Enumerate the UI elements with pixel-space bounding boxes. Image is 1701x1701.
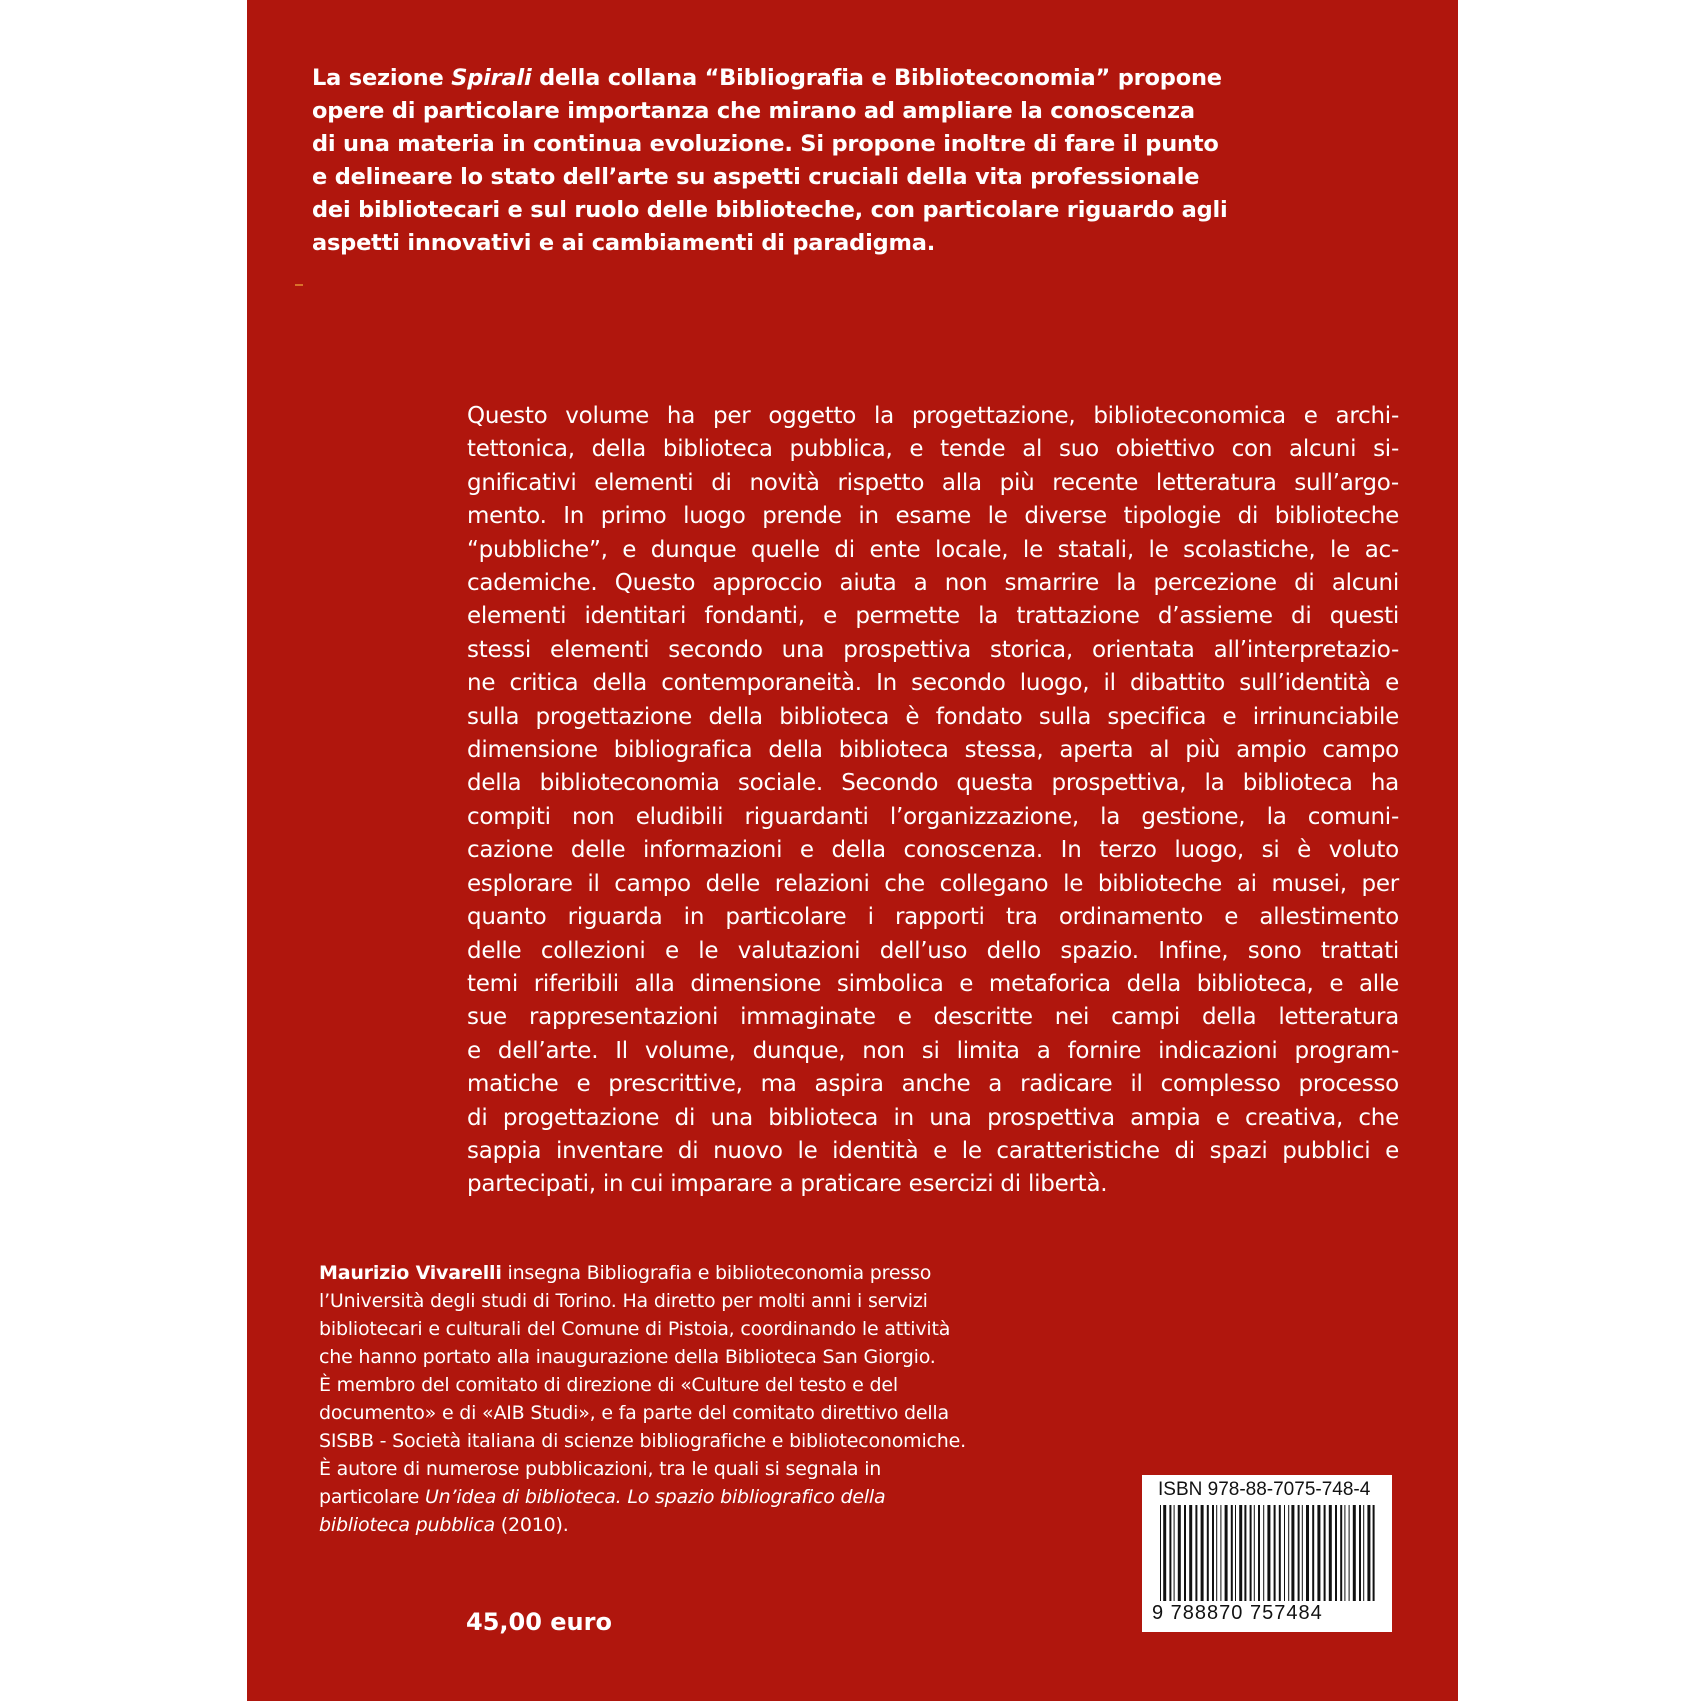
barcode-bar	[1235, 1505, 1236, 1601]
description-line: e dell’arte. Il volume, dunque, non si limita a fornire indicazioni program-	[467, 1037, 1399, 1064]
back-cover	[247, 0, 1458, 1701]
barcode-bar	[1291, 1505, 1294, 1601]
blurb-line: di una materia in continua evoluzione. Si propone inoltre di fare il punto	[312, 131, 1219, 157]
description-line: sue rappresentazioni immaginate e descritte nei campi della letteratura	[467, 1004, 1399, 1031]
description-line: sulla progettazione della biblioteca è fondato sulla specifica e irrinunciabile	[467, 703, 1399, 730]
barcode-bars-icon	[1156, 1505, 1378, 1605]
bio-line: particolare Un’idea di biblioteca. Lo spazio bibliografico della	[319, 1486, 886, 1508]
barcode-bar	[1174, 1505, 1175, 1601]
barcode-bar	[1340, 1505, 1342, 1601]
book-description	[467, 400, 1399, 1202]
author-bio	[319, 1259, 1039, 1539]
barcode-bar	[1169, 1505, 1171, 1601]
barcode-bar	[1195, 1505, 1197, 1601]
barcode-bar	[1324, 1505, 1326, 1601]
barcode-bar	[1359, 1505, 1361, 1601]
blurb-line: opere di particolare importanza che mirano ad ampliare la conoscenza	[312, 98, 1195, 124]
description-line: matiche e prescrittive, ma aspira anche a radicare il complesso processo	[467, 1071, 1399, 1098]
barcode-bar	[1201, 1505, 1204, 1601]
barcode-bar	[1367, 1505, 1370, 1601]
barcode-bar	[1189, 1505, 1192, 1601]
barcode-bar	[1263, 1505, 1264, 1601]
barcode-bar	[1267, 1505, 1270, 1601]
blurb-line: dei bibliotecari e sul ruolo delle biblioteche, con particolare riguardo agli	[312, 197, 1228, 223]
blurb-line: aspetti innovativi e ai cambiamenti di paradigma.	[312, 230, 936, 256]
description-line: cazione delle informazioni e della conoscenza. In terzo luogo, si è voluto	[467, 837, 1399, 864]
description-line: stessi elementi secondo una prospettiva storica, orientata all’interpretazio-	[467, 636, 1399, 663]
isbn-label: ISBN 978-88-7075-748-4	[1158, 1479, 1371, 1500]
barcode-bar	[1317, 1505, 1320, 1601]
bio-line: che hanno portato alla inaugurazione della Biblioteca San Giorgio.	[319, 1346, 936, 1368]
series-blurb	[312, 62, 1292, 260]
description-line: partecipati, in cui imparare a praticare esercizi di libertà.	[467, 1171, 1108, 1198]
blurb-line: e delineare lo stato dell’arte su aspetti cruciali della vita professionale	[312, 164, 1200, 190]
barcode-bar	[1373, 1505, 1375, 1601]
barcode-bar	[1160, 1505, 1161, 1601]
bio-line: È membro del comitato di direzione di «Culture del testo e del	[319, 1374, 898, 1396]
bio-line: Maurizio Vivarelli insegna Bibliografia e biblioteconomia presso	[319, 1262, 932, 1284]
description-line: quanto riguarda in particolare i rapporti tra ordinamento e allestimento	[467, 904, 1399, 931]
description-line: sappia inventare di nuovo le identità e le caratteristiche di spazi pubblici e	[467, 1137, 1399, 1164]
barcode-bar	[1335, 1505, 1337, 1601]
barcode-bar	[1244, 1505, 1246, 1601]
barcode-bar	[1258, 1505, 1260, 1601]
barcode-bar	[1279, 1505, 1281, 1601]
description-line: esplorare il campo delle relazioni che collegano le biblioteche ai musei, per	[467, 870, 1399, 897]
description-line: mento. In primo luogo prende in esame le diverse tipologie di biblioteche	[467, 503, 1399, 530]
decorative-tick	[295, 284, 303, 286]
description-line: cademiche. Questo approccio aiuta a non smarrire la percezione di alcuni	[467, 570, 1399, 597]
barcode-bar	[1344, 1505, 1345, 1601]
description-line: della biblioteconomia sociale. Secondo questa prospettiva, la biblioteca ha	[467, 770, 1399, 797]
barcode-bar	[1225, 1505, 1228, 1601]
blurb-line: La sezione Spirali della collana “Bibliografia e Biblioteconomia” propone	[312, 65, 1222, 91]
description-line: “pubbliche”, e dunque quelle di ente locale, le statali, le scolastiche, le ac-	[467, 536, 1399, 563]
author-name: Maurizio Vivarelli	[319, 1262, 502, 1284]
description-line: ne critica della contemporaneità. In secondo luogo, il dibattito sull’identità e	[467, 670, 1399, 697]
description-line: temi riferibili alla dimensione simbolica e metaforica della biblioteca, e alle	[467, 970, 1399, 997]
barcode-bar	[1288, 1505, 1289, 1601]
book-title: biblioteca pubblica	[319, 1514, 495, 1536]
barcode-bar	[1349, 1505, 1350, 1601]
barcode-digits: 9 788870 757484	[1152, 1602, 1323, 1624]
bio-line: bibliotecari e culturali del Comune di Pistoia, coordinando le attività	[319, 1318, 951, 1340]
bio-line: l’Università degli studi di Torino. Ha diretto per molti anni i servizi	[319, 1290, 928, 1312]
description-line: gnificativi elementi di novità rispetto alla più recente letteratura sull’argo-	[467, 469, 1399, 496]
barcode-bar	[1254, 1505, 1255, 1601]
barcode-bar	[1363, 1505, 1364, 1601]
series-name: Spirali	[451, 65, 532, 91]
description-line: dimensione bibliografica della biblioteca stessa, aperta al più ampio campo	[467, 737, 1399, 764]
bio-line: SISBB - Società italiana di scienze bibliografiche e biblioteconomiche.	[319, 1430, 966, 1452]
barcode-bar	[1231, 1505, 1233, 1601]
description-line: delle collezioni e le valutazioni dell’uso dello spazio. Infine, sono trattati	[467, 937, 1399, 964]
description-line: Questo volume ha per oggetto la progettazione, biblioteconomica e archi-	[467, 403, 1399, 429]
description-line: tettonica, della biblioteca pubblica, e tende al suo obiettivo con alcuni si-	[467, 436, 1399, 463]
barcode-bar	[1306, 1505, 1309, 1601]
price: 45,00 euro	[466, 1608, 612, 1636]
bio-line: documento» e di «AIB Studi», e fa parte del comitato direttivo della	[319, 1402, 949, 1424]
barcode-bar	[1212, 1505, 1214, 1601]
barcode-bar	[1302, 1505, 1303, 1601]
barcode-bar	[1329, 1505, 1332, 1601]
barcode-bar	[1184, 1505, 1186, 1601]
barcode-bar	[1312, 1505, 1314, 1601]
book-title: Un’idea di biblioteca. Lo spazio bibliografico della	[424, 1486, 886, 1508]
description-line: di progettazione di una biblioteca in una prospettiva ampia e creativa, che	[467, 1104, 1399, 1131]
barcode-bar	[1178, 1505, 1181, 1601]
barcode-bar	[1239, 1505, 1242, 1601]
bio-line: biblioteca pubblica (2010).	[319, 1514, 569, 1536]
barcode-bar	[1250, 1505, 1252, 1601]
barcode-bar	[1274, 1505, 1276, 1601]
isbn-barcode	[1142, 1475, 1392, 1632]
barcode-bar	[1220, 1505, 1221, 1601]
barcode-bar	[1216, 1505, 1217, 1601]
barcode-bar	[1207, 1505, 1209, 1601]
bio-line: È autore di numerose pubblicazioni, tra le quali si segnala in	[319, 1458, 882, 1480]
barcode-bar	[1163, 1505, 1166, 1601]
barcode-bar	[1298, 1505, 1300, 1601]
barcode-bar	[1353, 1505, 1356, 1601]
barcode-bar	[1284, 1505, 1285, 1601]
description-line: elementi identitari fondanti, e permette la trattazione d’assieme di questi	[467, 603, 1399, 630]
description-line: compiti non eludibili riguardanti l’organizzazione, la gestione, la comuni-	[467, 803, 1399, 830]
